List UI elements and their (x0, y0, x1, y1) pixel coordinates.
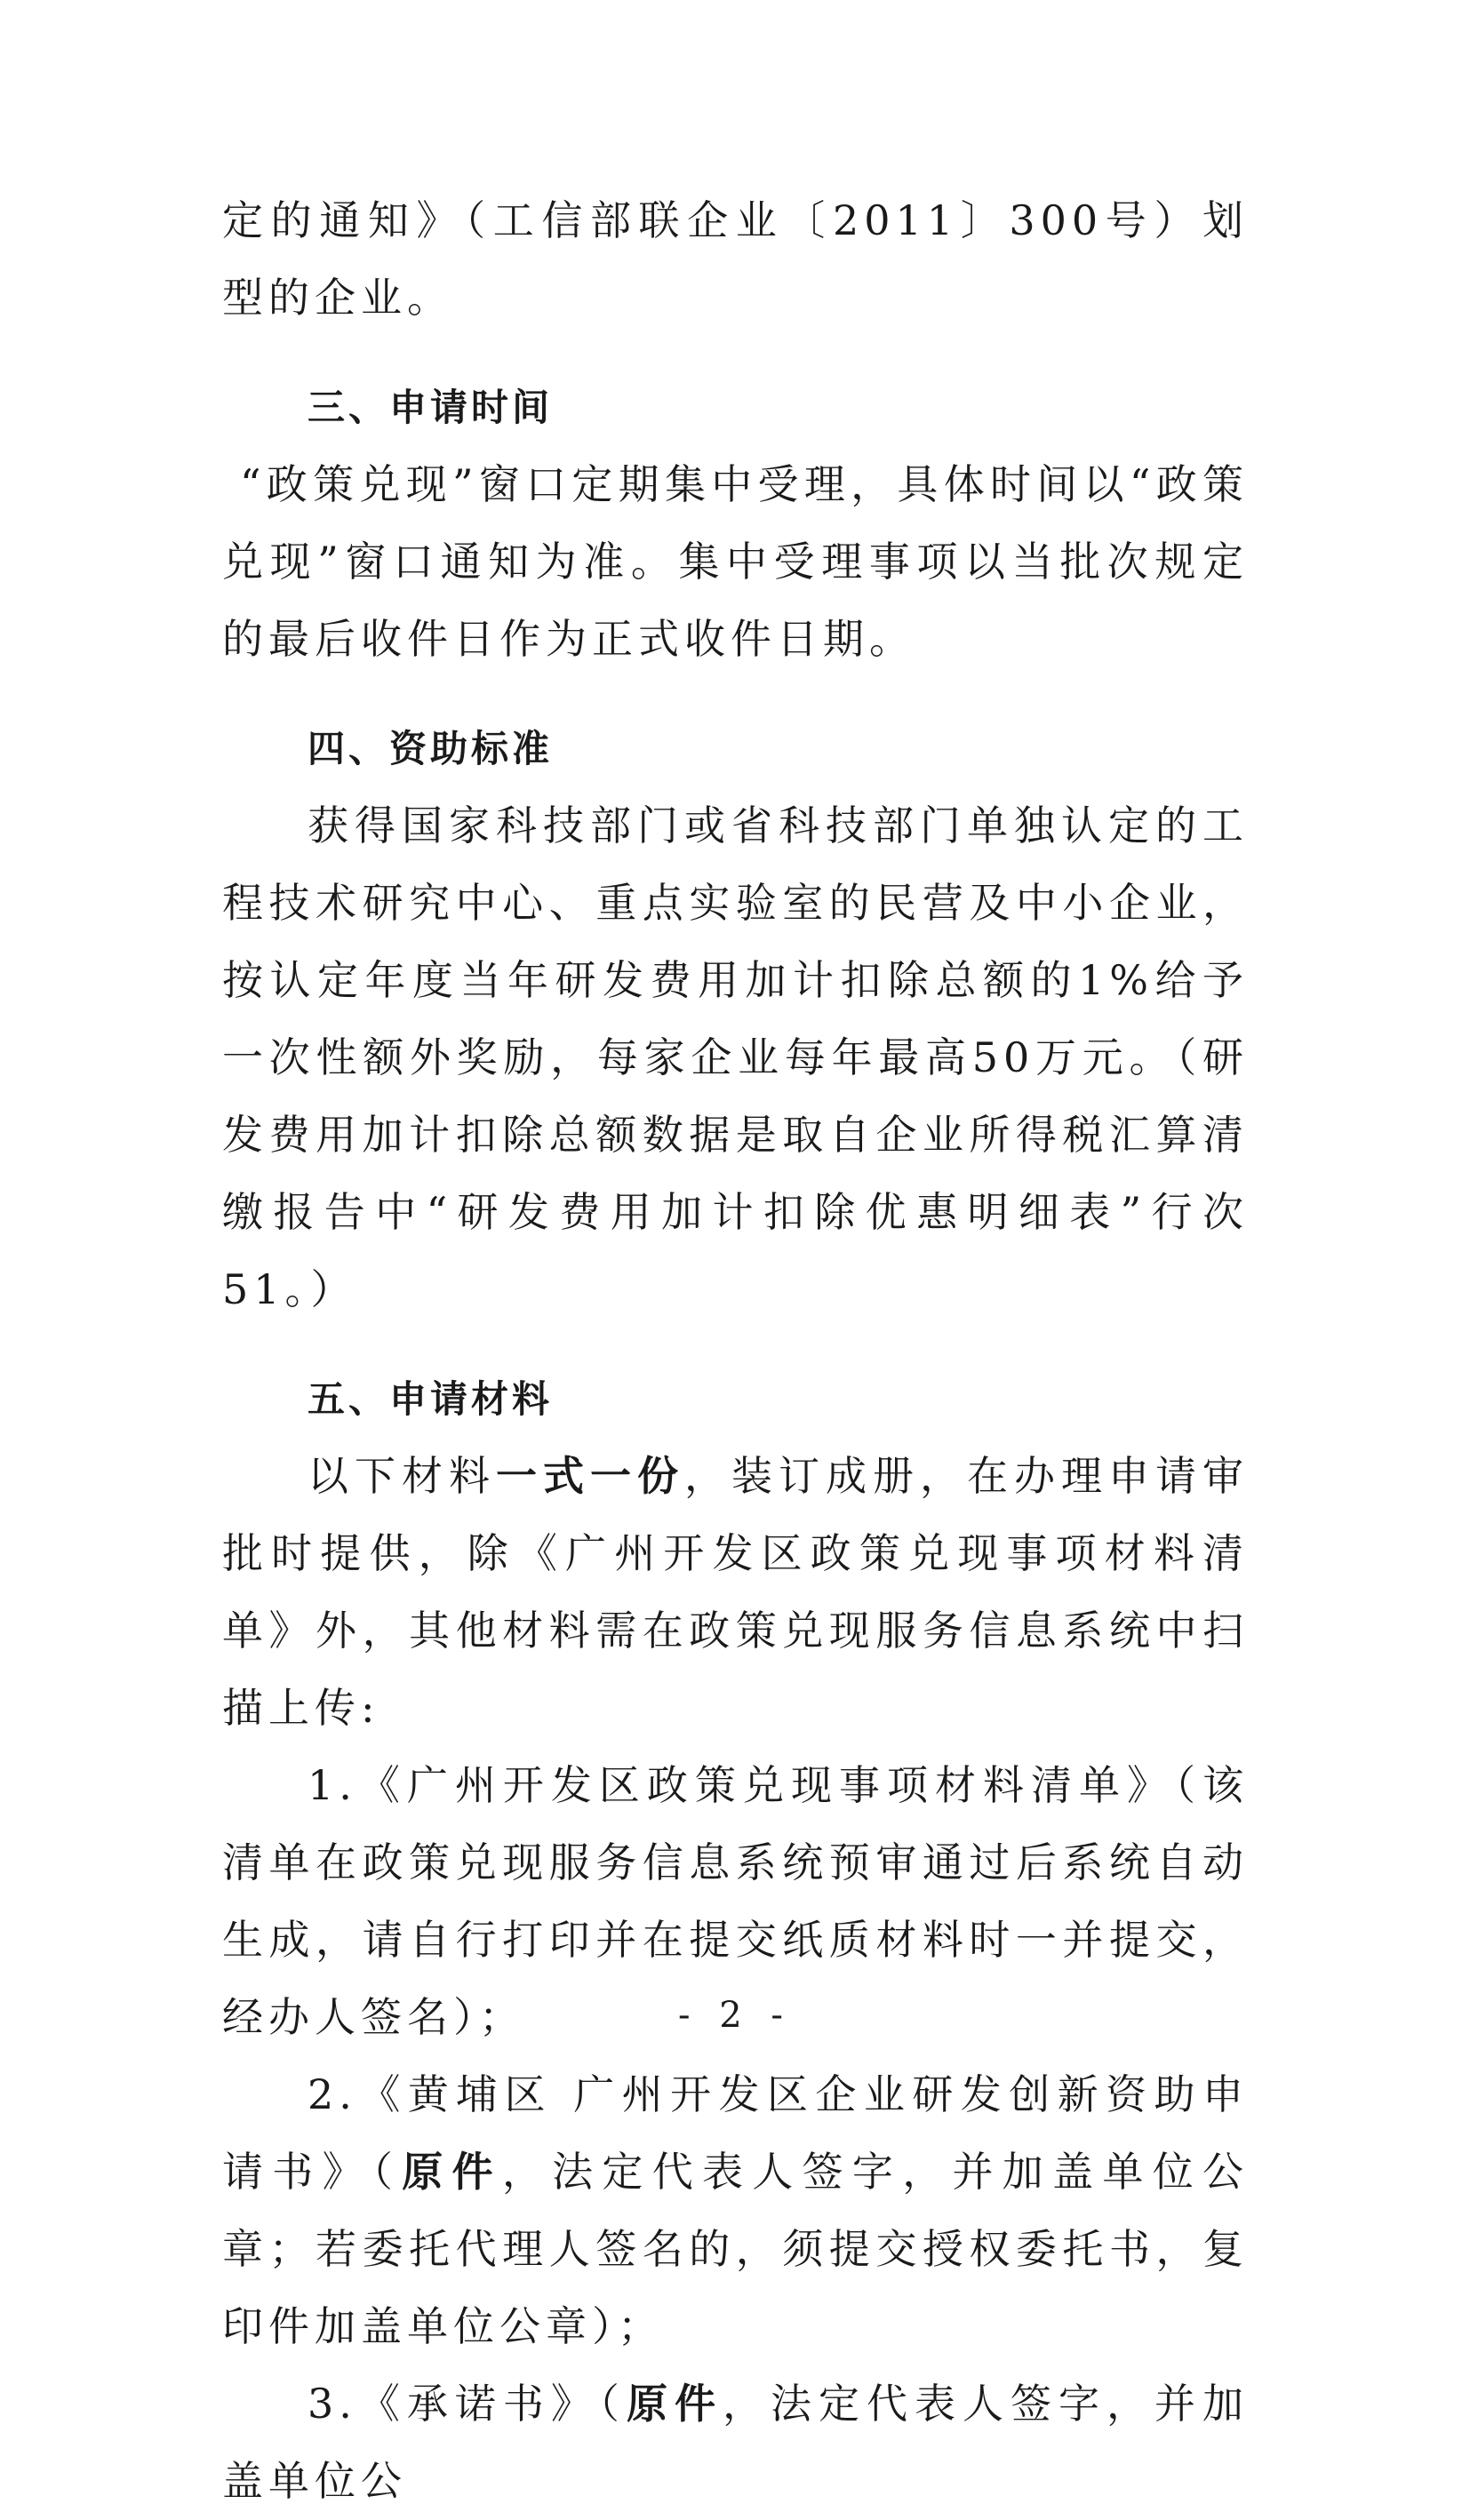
materials-item-2-text-a: 2.《黄埔区 广州开发区企业研发创新资助申请书》（ (222, 2070, 1249, 2196)
materials-item-3-emphasis: 原件 (626, 2380, 723, 2428)
materials-item-3 (222, 2365, 1249, 2520)
materials-intro-text-a: 以下材料 (308, 1452, 496, 1500)
application-time-paragraph: “政策兑现”窗口定期集中受理，具体时间以“政策兑现”窗口通知为准。集中受理事项以当批次规定的最后收件日作为正式收件日期。 (222, 460, 1249, 663)
page-number: - 2 - (678, 1995, 792, 2036)
materials-item-3-text-c: ，法定代表人签字，并加盖单位公 (222, 2380, 1250, 2505)
funding-standard-paragraph: 获得国家科技部门或省科技部门单独认定的工程技术研究中心、重点实验室的民营及中小企业，按认定年度当年研发费用加计扣除总额的1%给予一次性额外奖励，每家企业每年最高50万元。（研发费用加计扣除总额数据是取自企业所得税汇算清缴报告中“研发费用加计扣除优惠明细表”行次51。） (222, 801, 1249, 1313)
section-heading-funding-standard: 四、资助标准 (308, 727, 554, 770)
section-heading-application-time: 三、申请时间 (308, 386, 554, 429)
materials-intro-paragraph (222, 1438, 1249, 1747)
materials-item-2-text-c: ，法定代表人签字，并加盖单位公章；若委托代理人签名的，须提交授权委托书，复印件加盖单位公章）； (222, 2148, 1250, 2350)
materials-item-2-emphasis: 原件 (402, 2148, 502, 2196)
materials-intro-emphasis: 一式一份 (496, 1452, 684, 1500)
materials-item-3-text-a: 3.《承诺书》（ (308, 2380, 627, 2428)
materials-item-1: 1.《广州开发区政策兑现事项材料清单》（该清单在政策兑现服务信息系统预审通过后系统自动生成，请自行打印并在提交纸质材料时一并提交，经办人签名）； (222, 1761, 1249, 2041)
materials-item-2 (222, 2056, 1249, 2365)
intro-tail-paragraph: 定的通知》（工信部联企业〔2011〕300号）划型的企业。 (222, 196, 1249, 322)
materials-intro-text-c: ，装订成册，在办理申请审批时提供，除《广州开发区政策兑现事项材料清单》外，其他材料需在政策兑现服务信息系统中扫描上传: (222, 1452, 1249, 1732)
document-page (222, 182, 1249, 2520)
section-heading-application-materials: 五、申请材料 (308, 1377, 554, 1421)
